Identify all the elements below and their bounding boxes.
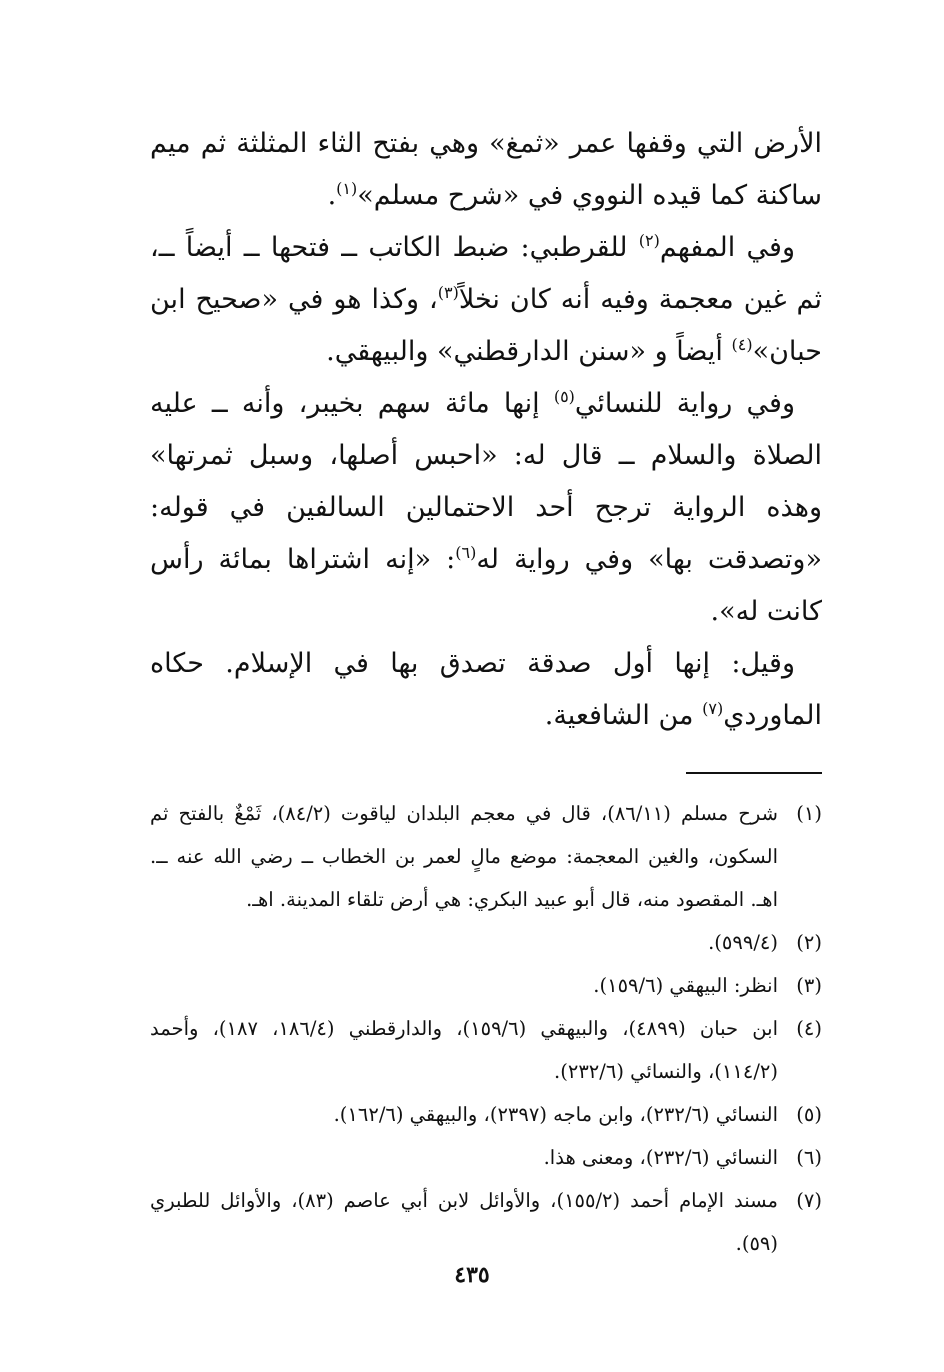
footnote-number: (٤) [796,1017,822,1040]
paragraph-3-c: : «إنه اشتراها بمائة رأس كانت له». [150,544,822,627]
main-text [150,118,822,742]
footnote-7 [150,1179,822,1265]
footnote-text: شرح مسلم (٨٦/١١)، قال في معجم البلدان لياقوت (٨٤/٢)، ثَمْغٌ بالفتح ثم السكون، والغين المعجمة: موضع مالٍ لعمر بن الخطاب ــ رضي الله عنه ــ. اهـ. المقصود منه، قال أبو عبيد البكري: هي أرض تلقاء المدينة. اهـ. [150,802,778,911]
paragraph-2 [150,222,822,378]
paragraph-3 [150,378,822,638]
footnote-ref-1[interactable]: (١) [336,179,358,198]
footnote-ref-3[interactable]: (٣) [437,283,459,302]
footnote-ref-6[interactable]: (٦) [455,543,477,562]
footnote-ref-5[interactable]: (٥) [553,387,575,406]
footnote-text: ابن حبان (٤٨٩٩)، والبيهقي (١٥٩/٦)، والدارقطني (١٨٦/٤، ١٨٧)، وأحمد (١١٤/٢)، والنسائي (٢٣٢/٦). [150,1017,778,1083]
paragraph-2-c: ، وكذا هو في «صحيح ابن حبان» [150,284,822,367]
footnote-number: (٦) [796,1146,822,1169]
footnote-number: (٢) [796,931,822,954]
footnote-ref-2[interactable]: (٢) [638,231,660,250]
footnote-text: النسائي (٢٣٢/٦)، وابن ماجه (٢٣٩٧)، والبيهقي (١٦٢/٦). [333,1103,778,1126]
footnote-3 [150,964,822,1007]
paragraph-1-text: الأرض التي وقفها عمر «ثمغ» وهي بفتح الثاء المثلثة ثم ميم ساكنة كما قيده النووي في «شرح مسلم» [150,128,822,211]
footnote-ref-4[interactable]: (٤) [731,335,753,354]
paragraph-4-a: وقيل: إنها أول صدقة تصدق بها في الإسلام. حكاه الماوردي [150,648,822,731]
footnote-number: (٥) [796,1103,822,1126]
footnotes [150,792,822,1265]
paragraph-4-b: من الشافعية. [544,700,703,731]
footnote-number: (٧) [796,1189,822,1212]
page-content [150,118,822,1265]
footnote-text: (٥٩٩/٤). [708,931,778,954]
footnote-ref-7[interactable]: (٧) [702,699,724,718]
page-number: ٤٣٥ [454,1262,490,1288]
footnote-text: انظر: البيهقي (١٥٩/٦). [593,974,778,997]
footnote-number: (١) [796,802,822,825]
footnote-text: مسند الإمام أحمد (١٥٥/٢)، والأوائل لابن أبي عاصم (٨٣)، والأوائل للطبري (٥٩). [150,1189,778,1255]
footnote-2 [150,921,822,964]
paragraph-2-b: للقرطبي: ضبط الكاتب ــ فتحها ــ أيضاً ــ، ثم غين معجمة وفيه أنه كان نخلاً [150,232,822,315]
paragraph-2-d: أيضاً و «سنن الدارقطني» والبيهقي. [326,336,732,367]
footnote-6 [150,1136,822,1179]
footnote-4 [150,1007,822,1093]
paragraph-3-b: إنها مائة سهم بخيبر، وأنه ــ عليه الصلاة والسلام ــ قال له: «احبس أصلها، وسبل ثمرتها» وهذه الرواية ترجح أحد الاحتمالين السالفين في قوله: «وتصدقت بها» وفي رواية له [150,388,822,575]
footnote-1 [150,792,822,921]
paragraph-2-a: وفي المفهم [659,232,795,263]
paragraph-1 [150,118,822,222]
footnote-separator [686,772,822,774]
footnote-number: (٣) [796,974,822,997]
footnote-text: النسائي (٢٣٢/٦)، ومعنى هذا. [543,1146,778,1169]
paragraph-3-a: وفي رواية للنسائي [574,388,796,419]
footnote-5 [150,1093,822,1136]
paragraph-1-tail: . [327,180,337,211]
paragraph-4 [150,638,822,742]
